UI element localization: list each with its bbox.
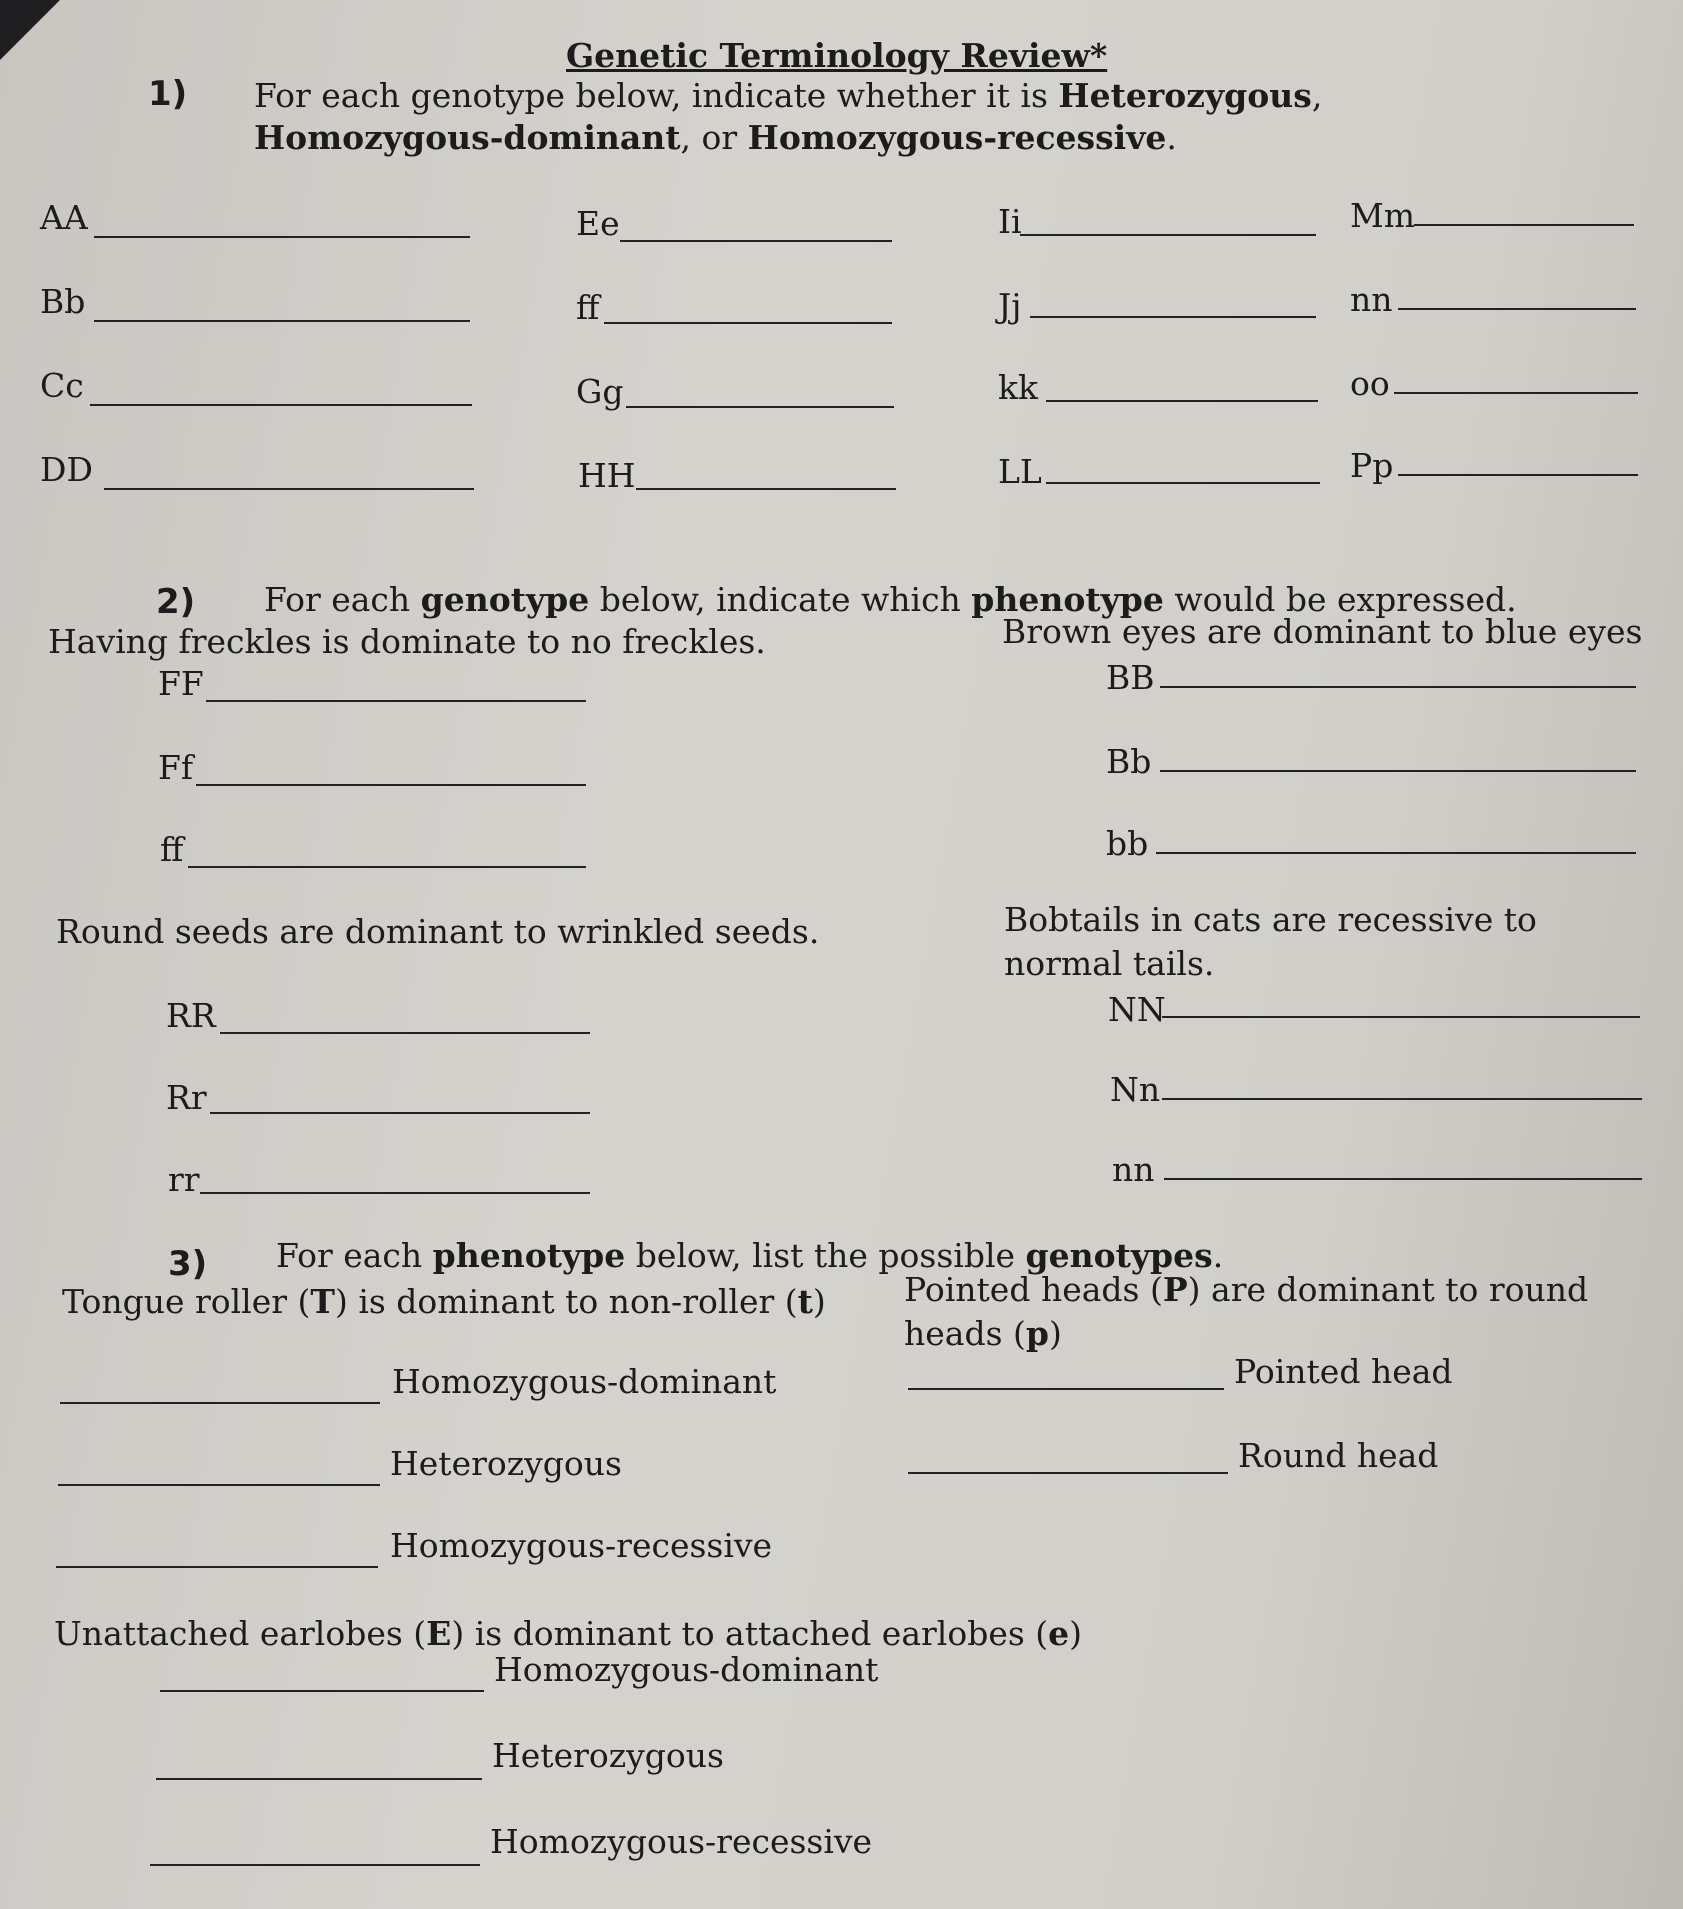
q2-genotype-label: Bb	[1106, 742, 1152, 781]
q1-genotype-label: oo	[1350, 364, 1390, 403]
q1-answer-line[interactable]	[636, 488, 896, 490]
q2-answer-line[interactable]	[1164, 1178, 1642, 1180]
q3-heads-text: )	[1048, 1314, 1062, 1353]
q1-genotype-label: kk	[998, 368, 1038, 407]
q3-earlobes-heading	[54, 1614, 1082, 1653]
q3-heads-option: Round head	[1238, 1436, 1439, 1475]
q2-answer-line[interactable]	[1160, 770, 1636, 772]
q3-earlobes-option: Homozygous-recessive	[490, 1822, 873, 1861]
q1-answer-line[interactable]	[1046, 482, 1320, 484]
q1-term-homozygous-recessive: Homozygous-recessive	[747, 118, 1167, 157]
q2-answer-line[interactable]	[210, 1112, 590, 1114]
q3-heads-heading-line1	[904, 1270, 1588, 1309]
q3-earlobes-text: ) is dominant to attached earlobes (	[451, 1614, 1049, 1653]
q3-answer-line[interactable]	[908, 1472, 1228, 1474]
q2-answer-line[interactable]	[220, 1032, 590, 1034]
q1-instruction-line2	[254, 118, 1177, 157]
q1-number: 1)	[148, 74, 188, 114]
q3-earlobes-option: Heterozygous	[492, 1736, 724, 1775]
q3-answer-line[interactable]	[156, 1778, 482, 1780]
q3-heads-heading-line2	[904, 1314, 1062, 1353]
q3-answer-line[interactable]	[150, 1864, 480, 1866]
q1-answer-line[interactable]	[1398, 308, 1636, 310]
q2-genotype-label: bb	[1106, 824, 1149, 863]
q1-genotype-label: Bb	[40, 282, 86, 321]
q3-text: For each	[276, 1236, 433, 1275]
q1-term-heterozygous: Heterozygous	[1058, 76, 1312, 115]
q2-answer-line[interactable]	[206, 700, 586, 702]
q1-answer-line[interactable]	[620, 240, 892, 242]
q2-genotype-label: nn	[1112, 1150, 1155, 1189]
q1-text: For each genotype below, indicate whether it is	[254, 76, 1059, 115]
q3-heads-allele-dominant: P	[1162, 1270, 1188, 1309]
q3-earlobes-text: Unattached earlobes (	[54, 1614, 427, 1653]
q3-tongue-text: Tongue roller (	[62, 1282, 311, 1321]
q1-genotype-label: DD	[40, 450, 93, 489]
q2-text: below, indicate which	[589, 580, 972, 619]
q2-genotype-label: Rr	[166, 1078, 207, 1117]
q2-number: 2)	[156, 582, 196, 622]
q3-answer-line[interactable]	[908, 1388, 1224, 1390]
q3-heads-text: ) are dominant to round	[1187, 1270, 1589, 1309]
q1-genotype-label: Ii	[998, 202, 1022, 241]
q2-answer-line[interactable]	[1156, 852, 1636, 854]
q3-answer-line[interactable]	[160, 1690, 484, 1692]
q1-answer-line[interactable]	[104, 488, 474, 490]
q1-genotype-label: ff	[576, 288, 600, 327]
q2-answer-line[interactable]	[1162, 1016, 1640, 1018]
q2-text: For each	[264, 580, 421, 619]
q2-text: would be expressed.	[1163, 580, 1517, 619]
q3-tongue-allele-recessive: t	[797, 1282, 813, 1321]
q2-term-genotype: genotype	[420, 580, 590, 619]
q1-genotype-label: HH	[578, 456, 636, 495]
q1-answer-line[interactable]	[94, 236, 470, 238]
q2-term-phenotype: phenotype	[971, 580, 1164, 619]
q3-answer-line[interactable]	[58, 1484, 380, 1486]
q3-tongue-option: Homozygous-dominant	[392, 1362, 777, 1401]
q2-answer-line[interactable]	[200, 1192, 590, 1194]
q1-genotype-label: Cc	[40, 366, 84, 405]
q1-answer-line[interactable]	[1046, 400, 1318, 402]
q2-freckles-heading: Having freckles is dominate to no freckles.	[48, 622, 766, 661]
q2-cats-heading-line1: Bobtails in cats are recessive to	[1004, 900, 1537, 939]
q1-instruction-line1	[254, 76, 1322, 115]
q3-text: below, list the possible	[625, 1236, 1026, 1275]
q1-genotype-label: Pp	[1350, 446, 1394, 485]
q3-period: .	[1212, 1236, 1224, 1275]
q3-number: 3)	[168, 1244, 208, 1284]
q3-tongue-option: Homozygous-recessive	[390, 1526, 773, 1565]
q2-answer-line[interactable]	[196, 784, 586, 786]
q3-term-phenotype: phenotype	[432, 1236, 626, 1275]
q2-answer-line[interactable]	[1160, 686, 1636, 688]
q2-answer-line[interactable]	[1162, 1098, 1642, 1100]
q1-genotype-label: nn	[1350, 280, 1393, 319]
page-corner-shadow	[0, 0, 60, 60]
q1-answer-line[interactable]	[1030, 316, 1316, 318]
q1-term-homozygous-dominant: Homozygous-dominant	[254, 118, 681, 157]
q1-answer-line[interactable]	[1414, 224, 1634, 226]
q2-answer-line[interactable]	[188, 866, 586, 868]
q2-genotype-label: Ff	[158, 748, 194, 787]
q2-genotype-label: Nn	[1110, 1070, 1161, 1109]
q3-answer-line[interactable]	[60, 1402, 380, 1404]
q1-genotype-label: AA	[40, 198, 88, 237]
q3-heads-option: Pointed head	[1234, 1352, 1453, 1391]
q1-genotype-label: LL	[998, 452, 1042, 491]
q3-answer-line[interactable]	[56, 1566, 378, 1568]
q2-genotype-label: BB	[1106, 658, 1155, 697]
q3-heads-text: heads (	[904, 1314, 1026, 1353]
q3-heads-text: Pointed heads (	[904, 1270, 1163, 1309]
q2-cats-heading-line2: normal tails.	[1004, 944, 1215, 983]
q1-answer-line[interactable]	[1394, 392, 1638, 394]
q1-period: .	[1166, 118, 1177, 157]
q2-seeds-heading: Round seeds are dominant to wrinkled seeds.	[56, 912, 820, 951]
q1-comma: ,	[1311, 76, 1323, 115]
q1-answer-line[interactable]	[604, 322, 892, 324]
q1-answer-line[interactable]	[90, 404, 472, 406]
page-title: Genetic Terminology Review*	[566, 36, 1108, 75]
q2-eyes-heading: Brown eyes are dominant to blue eyes	[1002, 612, 1643, 651]
q2-genotype-label: NN	[1108, 990, 1166, 1029]
q1-genotype-label: Gg	[576, 372, 624, 411]
q1-genotype-label: Mm	[1350, 196, 1416, 235]
q3-tongue-text: ) is dominant to non-roller (	[334, 1282, 798, 1321]
q3-tongue-option: Heterozygous	[390, 1444, 622, 1483]
q3-earlobes-option: Homozygous-dominant	[494, 1650, 879, 1689]
q3-earlobes-allele-recessive: e	[1048, 1614, 1070, 1653]
q1-or: , or	[680, 118, 748, 157]
q1-genotype-label: Ee	[576, 204, 620, 243]
q1-answer-line[interactable]	[626, 406, 894, 408]
q3-term-genotypes: genotypes	[1025, 1236, 1213, 1275]
q3-heads-allele-recessive: p	[1025, 1314, 1049, 1353]
q1-answer-line[interactable]	[94, 320, 470, 322]
q3-tongue-text: )	[812, 1282, 826, 1321]
q2-genotype-label: rr	[168, 1160, 200, 1199]
q2-genotype-label: FF	[158, 664, 204, 703]
q1-answer-line[interactable]	[1398, 474, 1638, 476]
q3-earlobes-allele-dominant: E	[426, 1614, 452, 1653]
q2-genotype-label: RR	[166, 996, 216, 1035]
q3-earlobes-text: )	[1069, 1614, 1083, 1653]
q1-answer-line[interactable]	[1020, 234, 1316, 236]
q1-genotype-label: Jj	[998, 286, 1022, 325]
q3-tongue-allele-dominant: T	[310, 1282, 335, 1321]
q2-genotype-label: ff	[160, 830, 184, 869]
q3-tongue-heading	[62, 1282, 826, 1321]
